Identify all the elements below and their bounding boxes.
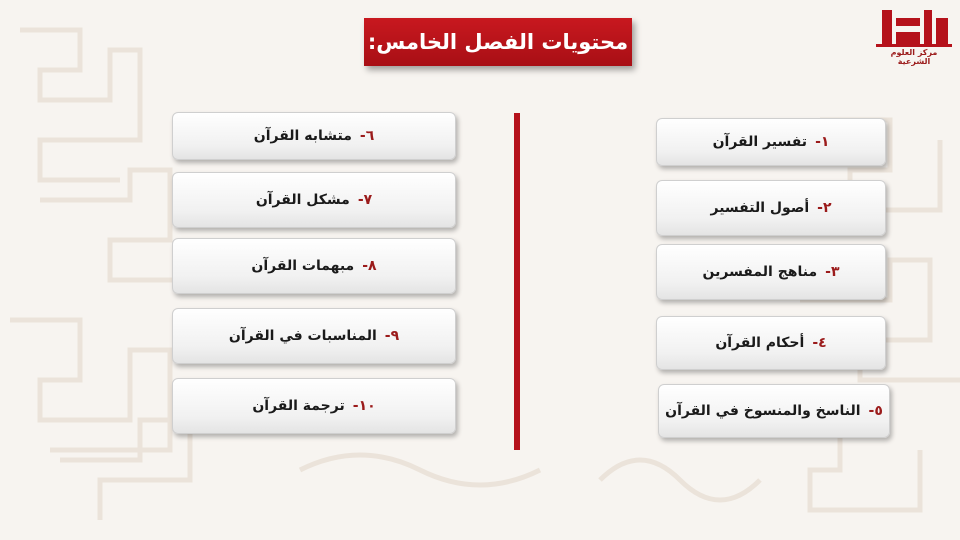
list-item	[658, 384, 890, 438]
item-number: ٤-	[812, 335, 827, 351]
list-item	[656, 118, 886, 166]
list-item	[172, 172, 456, 228]
page-title: محتويات الفصل الخامس:	[364, 18, 632, 66]
list-item	[172, 308, 456, 364]
item-label: المناسبات في القرآن	[228, 328, 377, 344]
item-label: مشكل القرآن	[255, 192, 350, 208]
item-label: أحكام القرآن	[715, 335, 805, 351]
item-number: ٣-	[825, 264, 840, 280]
list-item	[656, 316, 886, 370]
item-label: مناهج المفسرين	[702, 264, 818, 280]
logo-subtitle: مركز العلوم الشرعية	[890, 48, 938, 66]
item-number: ٨-	[362, 258, 377, 274]
item-label: أصول التفسير	[710, 200, 810, 216]
item-label: الناسخ والمنسوخ في القرآن	[665, 403, 861, 419]
item-label: متشابه القرآن	[253, 128, 352, 144]
item-label: ترجمة القرآن	[252, 398, 345, 414]
item-number: ٢-	[817, 200, 832, 216]
list-item	[172, 378, 456, 434]
item-label: تفسير القرآن	[712, 134, 808, 150]
item-number: ٥-	[868, 403, 883, 419]
item-number: ٧-	[357, 192, 373, 208]
item-number: ١-	[815, 134, 830, 150]
column-divider	[514, 113, 520, 450]
item-number: ١٠-	[352, 398, 376, 414]
item-label: مبهمات القرآن	[251, 258, 355, 274]
item-number: ٦-	[359, 128, 375, 144]
list-item	[172, 112, 456, 160]
item-number: ٩-	[384, 328, 400, 344]
list-item	[172, 238, 456, 294]
list-item	[656, 180, 886, 236]
list-item	[656, 244, 886, 300]
